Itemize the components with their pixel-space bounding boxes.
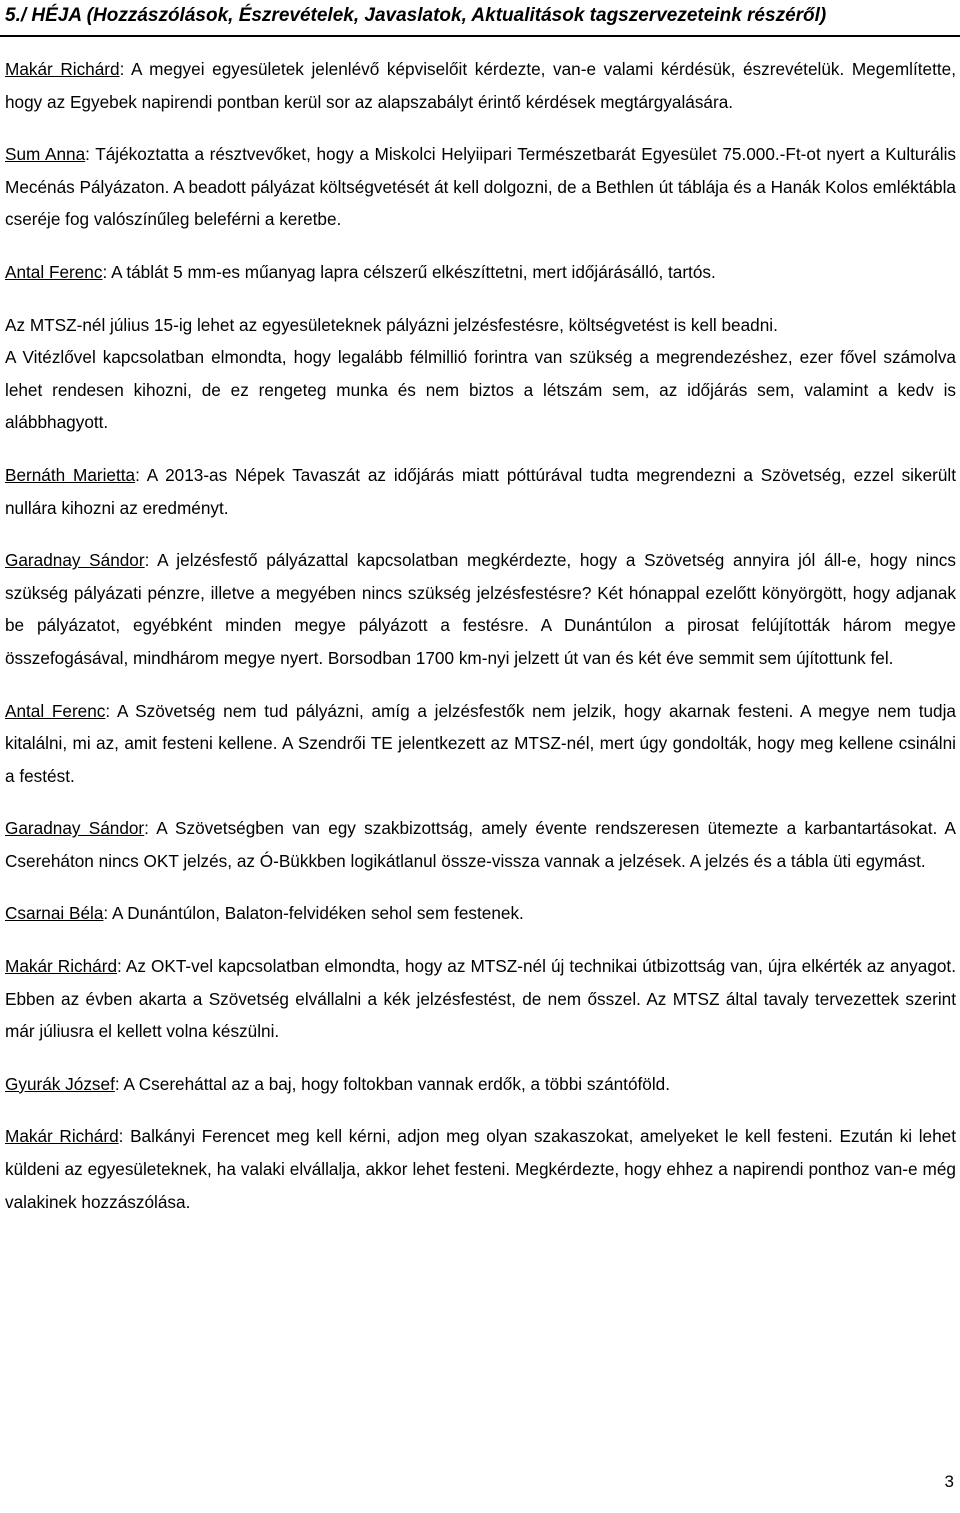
paragraph-makar-3: [5, 1120, 956, 1218]
speaker-separator: :: [135, 464, 147, 485]
speaker-name: Garadnay Sándor: [5, 818, 145, 839]
paragraph-garadnay-1: [5, 544, 956, 674]
speaker-name: Garadnay Sándor: [5, 550, 145, 571]
paragraph-antal-1: [5, 256, 956, 289]
paragraph-text: A Csereháttal az a baj, hogy foltokban vannak erdők, a többi szántóföld.: [123, 1073, 671, 1094]
speaker-name: Sum Anna: [5, 144, 86, 165]
section-heading: 5./ HÉJA (Hozzászólások, Észrevételek, Javaslatok, Aktualitások tagszervezeteink részéről): [5, 5, 827, 26]
speaker-name: Makár Richárd: [5, 1126, 119, 1147]
paragraph-text: A táblát 5 mm-es műanyag lapra célszerű elkészíttetni, mert időjárásálló, tartós.: [111, 261, 716, 282]
speaker-separator: :: [144, 818, 157, 839]
paragraph-makar-2: [5, 950, 956, 1048]
paragraph-text: Tájékoztatta a résztvevőket, hogy a Miskolci Helyiipari Természetbarát Egyesület 75.000.-Ft-ot nyert a Kulturális Mecénás Pályázaton. A beadott pályázat költségvetését át kell dolgozni, de a Bethlen út táblája és a Hanák Kolos emléktábla cseréje fog valószínűleg beleférni a keretbe.: [5, 144, 956, 230]
speaker-separator: :: [85, 144, 96, 165]
speaker-name: Gyurák József: [5, 1073, 115, 1094]
paragraph-text: A Vitézlővel kapcsolatban elmondta, hogy legalább félmillió forintra van szükség a megrendezéshez, ezer fővel számolva lehet rendesen kihozni, de ez rengeteg munka és nem biztos a létszám sem, az időjárás sem, valamint a kedv is alábbhagyott.: [5, 347, 956, 433]
paragraph-csarnai: [5, 897, 956, 930]
paragraph-garadnay-2: [5, 812, 956, 877]
speaker-separator: :: [103, 903, 113, 924]
paragraph-vitezlo: [5, 341, 956, 439]
speaker-name: Antal Ferenc: [5, 700, 106, 721]
paragraph-bernath: [5, 459, 956, 524]
paragraph-mtsz-deadline: [5, 309, 956, 342]
speaker-separator: :: [119, 59, 132, 79]
speaker-name: Bernáth Marietta: [5, 464, 136, 485]
paragraph-text: A Szövetségben van egy szakbizottság, amely évente rendszeresen ütemezte a karbantartásokat. A Csereháton nincs OKT jelzés, az Ó-Bükkben logikátlanul össze-vissza vannak a jelzések. A jelzés és a tábla üti egymást.: [5, 818, 957, 871]
speaker-name: Csarnai Béla: [5, 903, 104, 924]
paragraph-text: A megyei egyesületek jelenlévő képviselőit kérdezte, van-e valami kérdésük, észrevételük. Megemlítette, hogy az Egyebek napirendi pontban kerül sor az alapszabályt érintő kérdések megtárgyalására.: [5, 59, 956, 112]
paragraph-antal-2: [5, 695, 956, 793]
paragraph-text: A Dunántúlon, Balaton-felvidéken sehol sem festenek.: [112, 903, 524, 924]
speaker-separator: :: [144, 550, 158, 571]
speaker-separator: :: [105, 700, 117, 721]
paragraph-text: Az OKT-vel kapcsolatban elmondta, hogy az MTSZ-nél új technikai útbizottság van, újra elkérték az anyagot. Ebben az évben akarta a Szövetség elvállalni a kék jelzésfestést, de nem ősszel. Az MTSZ által tavaly tervezettek szerint már júliusra el kellett volna készülni.: [5, 956, 956, 1042]
speaker-separator: :: [118, 1126, 131, 1147]
page-number: 3: [944, 1472, 954, 1491]
paragraph-text: A Szövetség nem tud pályázni, amíg a jelzésfestők nem jelzik, hogy akarnak festeni. A megye nem tudja kitalálni, mi az, amit festeni kellene. A Szendrői TE jelentkezett az MTSZ-nél, mert úgy gondolták, hogy meg kellene csinálni a festést.: [5, 700, 956, 786]
paragraph-text: Az MTSZ-nél július 15-ig lehet az egyesületeknek pályázni jelzésfestésre, költségvetést is kell beadni.: [5, 314, 778, 335]
speaker-name: Antal Ferenc: [5, 261, 103, 282]
paragraph-text: Balkányi Ferencet meg kell kérni, adjon meg olyan szakaszokat, amelyeket le kell festeni. Ezután ki lehet küldeni az egyesületeknek, ha valaki elvállalja, akkor lehet festeni. Megkérdezte, hogy ehhez a napirendi ponthoz van-e még valakinek hozzászólása.: [5, 1126, 956, 1212]
speaker-separator: :: [114, 1073, 124, 1094]
heading-rule: [0, 35, 960, 37]
paragraph-makar-1: [5, 53, 956, 118]
minutes-body: [5, 53, 956, 1238]
speaker-separator: :: [102, 261, 112, 282]
speaker-separator: :: [117, 956, 126, 977]
speaker-name: Makár Richárd: [5, 59, 120, 79]
speaker-name: Makár Richárd: [5, 956, 118, 977]
paragraph-text: A jelzésfestő pályázattal kapcsolatban megkérdezte, hogy a Szövetség annyira jól áll-e, hogy nincs szükség pályázati pénzre, illetve a megyében nincs szükség jelzésfestésre? Két hónappal ezelőtt könyörgött, hogy adjanak be pályázatot, egyébként minden megye pályázott a festésre. A Dunántúlon a pirosat felújították három megye összefogásával, mindhárom megye nyert. Borsodban 1700 km-nyi jelzett út van és két éve semmit sem újítottunk fel.: [5, 550, 956, 668]
paragraph-gyurak: [5, 1068, 956, 1101]
paragraph-sum-anna: [5, 138, 956, 236]
paragraph-text: A 2013-as Népek Tavaszát az időjárás miatt póttúrával tudta megrendezni a Szövetség, ezzel sikerült nullára kihozni az eredményt.: [5, 464, 957, 518]
